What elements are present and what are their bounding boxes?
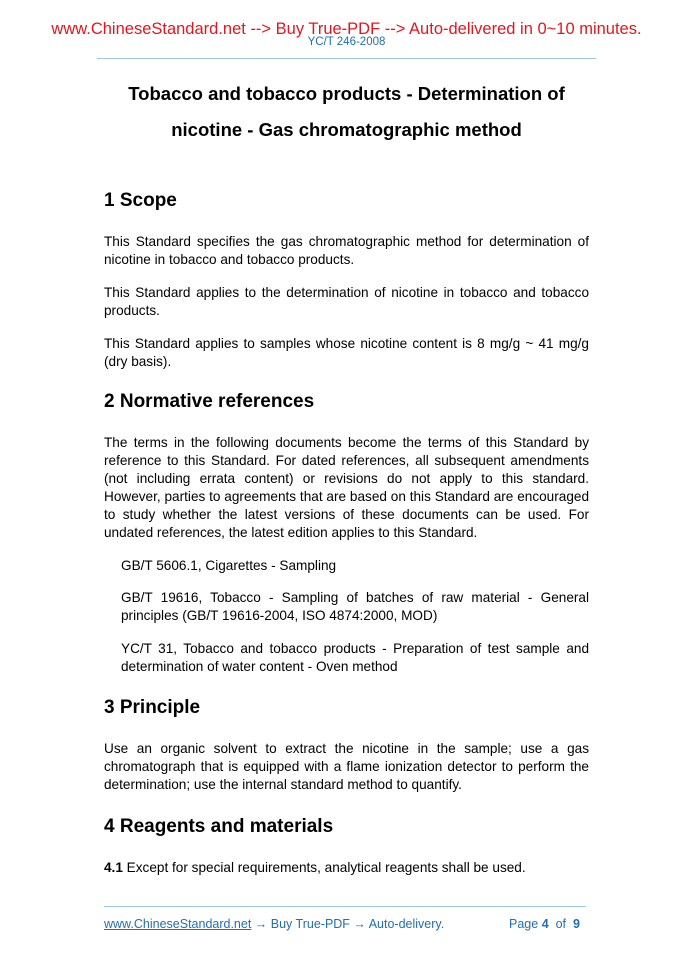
- promo-banner: www.ChineseStandard.net --> Buy True-PDF --> Auto-delivered in 0~10 minutes.: [51, 20, 642, 38]
- scope-paragraph-1: This Standard specifies the gas chromatographic method for determination of nicotine in tobacco and tobacco products.: [104, 234, 589, 267]
- heading-normative-references: 2 Normative references: [104, 391, 315, 412]
- title-line-2: nicotine - Gas chromatographic method: [171, 119, 522, 140]
- normative-paragraph: The terms in the following documents become the terms of this Standard by reference to this Standard. For dated references, all subsequent amendments (not including errata content) or revisions do not apply to this standard. However, parties to agreements that are based on this Standard are encouraged to study whether the latest versions of these documents can be used. For undated references, the latest edition applies to this Standard.: [104, 435, 589, 540]
- clause-number: 4.1: [104, 860, 123, 875]
- reference-item: YC/T 31, Tobacco and tobacco products - Preparation of test sample and determination of water content - Oven method: [121, 641, 589, 674]
- page-label: Page: [509, 917, 539, 931]
- heading-reagents: 4 Reagents and materials: [104, 816, 334, 837]
- page-indicator: [509, 916, 580, 932]
- principle-paragraph: Use an organic solvent to extract the nicotine in the sample; use a gas chromatograph that is equipped with a flame ionization detector to perform the determination; use the internal standard method to quantify.: [104, 741, 589, 792]
- clause-text: Except for special requirements, analytical reagents shall be used.: [122, 860, 526, 875]
- page-number: 4: [541, 917, 549, 931]
- reference-item: GB/T 5606.1, Cigarettes - Sampling: [121, 558, 337, 573]
- standard-number: YC/T 246-2008: [307, 36, 386, 48]
- header-divider: [97, 58, 596, 59]
- footer-promo: [104, 916, 444, 932]
- footer-promo-text: → Buy True-PDF → Auto-delivery.: [251, 917, 445, 931]
- scope-paragraph-2: This Standard applies to the determination of nicotine in tobacco and tobacco products.: [104, 285, 589, 318]
- total-pages: 9: [572, 917, 580, 931]
- scope-paragraph-3: This Standard applies to samples whose nicotine content is 8 mg/g ~ 41 mg/g (dry basis).: [104, 336, 589, 369]
- reagents-clause-4-1: [104, 859, 589, 877]
- of-label: of: [555, 917, 567, 931]
- title-line-1: Tobacco and tobacco products - Determination of: [128, 83, 565, 104]
- footer-website-link[interactable]: www.ChineseStandard.net: [104, 917, 252, 931]
- reference-item: GB/T 19616, Tobacco - Sampling of batches of raw material - General principles (GB/T 19616-2004, ISO 4874:2000, MOD): [121, 590, 589, 623]
- footer-divider: [104, 906, 586, 907]
- heading-scope: 1 Scope: [104, 190, 177, 211]
- heading-principle: 3 Principle: [104, 697, 201, 718]
